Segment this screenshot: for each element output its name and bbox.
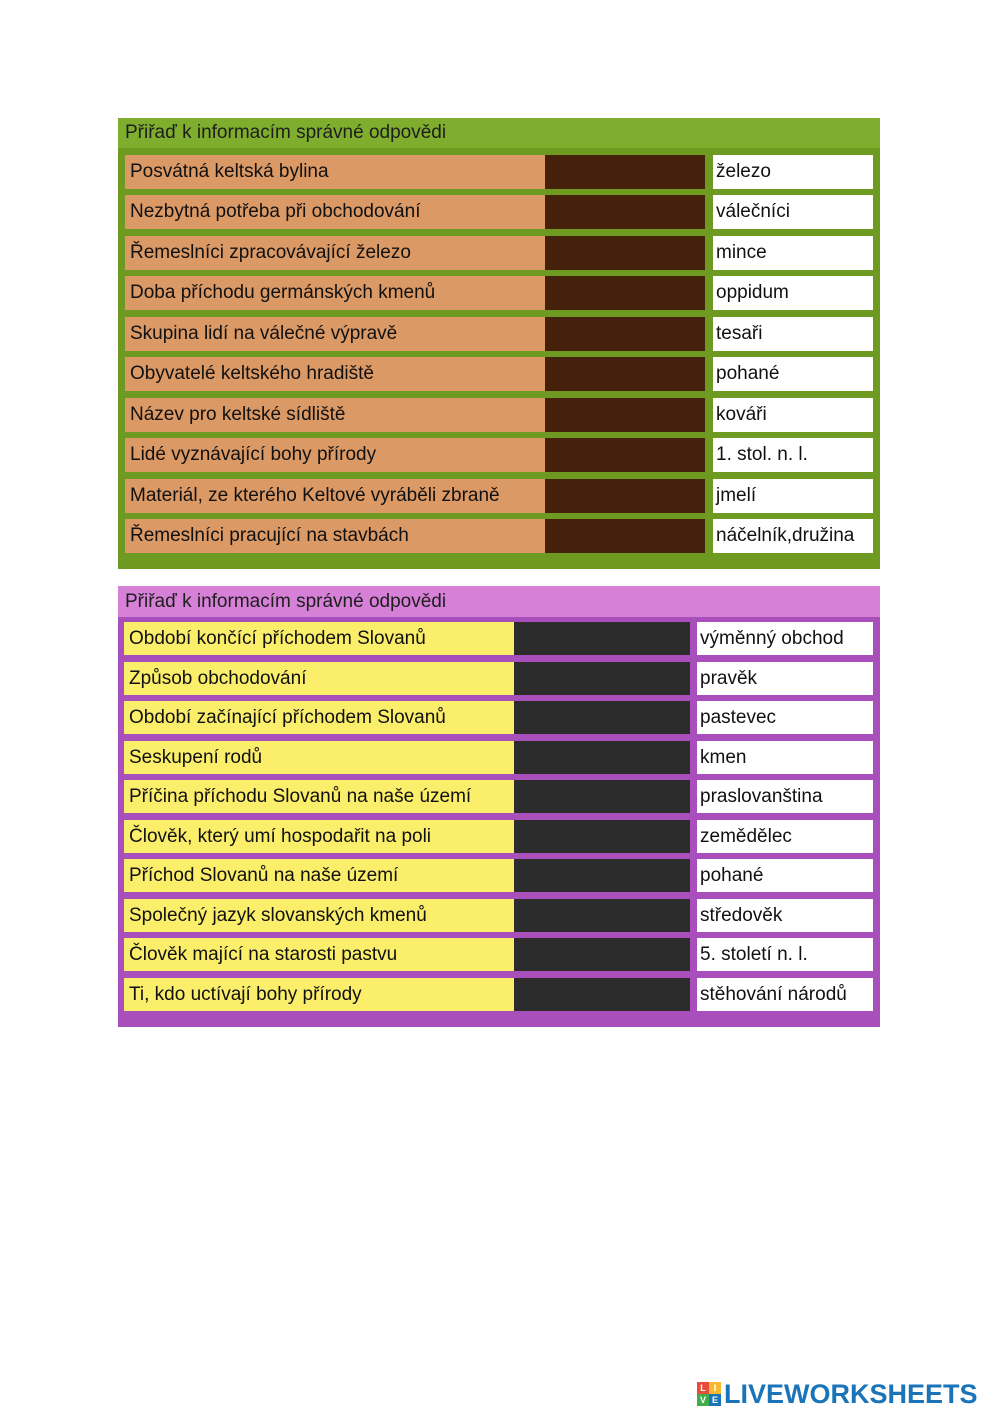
worksheet-title: Přiřaď k informacím správné odpovědi: [118, 586, 880, 617]
question-cell: Materiál, ze kterého Keltové vyráběli zbraně: [125, 479, 545, 513]
worksheet-title: Přiřaď k informacím správné odpovědi: [118, 118, 880, 148]
answer-option[interactable]: pravěk: [697, 662, 873, 695]
match-row: [118, 438, 880, 472]
question-cell: Seskupení rodů: [124, 741, 514, 774]
question-cell: Společný jazyk slovanských kmenů: [124, 899, 514, 932]
match-row: [118, 938, 880, 971]
answer-drop-slot[interactable]: [545, 276, 705, 310]
match-row: [118, 780, 880, 813]
answer-option[interactable]: 1. stol. n. l.: [713, 438, 873, 472]
answer-drop-slot[interactable]: [514, 859, 690, 892]
match-row: [118, 519, 880, 553]
answer-drop-slot[interactable]: [545, 357, 705, 391]
question-cell: Řemeslníci pracující na stavbách: [125, 519, 545, 553]
answer-option[interactable]: kováři: [713, 398, 873, 432]
answer-drop-slot[interactable]: [514, 780, 690, 813]
question-cell: Ti, kdo uctívají bohy přírody: [124, 978, 514, 1011]
answer-drop-slot[interactable]: [514, 978, 690, 1011]
answer-drop-slot[interactable]: [514, 938, 690, 971]
question-cell: Nezbytná potřeba při obchodování: [125, 195, 545, 229]
logo-tile: I: [709, 1382, 721, 1394]
question-cell: Název pro keltské sídliště: [125, 398, 545, 432]
answer-option[interactable]: náčelník,družina: [713, 519, 873, 553]
match-row: [118, 479, 880, 513]
question-cell: Příchod Slovanů na naše území: [124, 859, 514, 892]
answer-option[interactable]: pastevec: [697, 701, 873, 734]
match-row: [118, 357, 880, 391]
question-cell: Člověk, který umí hospodařit na poli: [124, 820, 514, 853]
worksheet-purple: [118, 586, 880, 1027]
question-cell: Obyvatelé keltského hradiště: [125, 357, 545, 391]
match-row: [118, 859, 880, 892]
answer-drop-slot[interactable]: [545, 155, 705, 189]
answer-option[interactable]: stěhování národů: [697, 978, 873, 1011]
answer-option[interactable]: zemědělec: [697, 820, 873, 853]
answer-drop-slot[interactable]: [545, 236, 705, 270]
liveworksheets-logo-icon: [697, 1382, 721, 1406]
match-row: [118, 978, 880, 1011]
match-row: [118, 899, 880, 932]
logo-tile: V: [697, 1394, 709, 1406]
logo-tile: E: [709, 1394, 721, 1406]
answer-drop-slot[interactable]: [514, 701, 690, 734]
match-row: [118, 155, 880, 189]
answer-option[interactable]: středověk: [697, 899, 873, 932]
question-cell: Příčina příchodu Slovanů na naše území: [124, 780, 514, 813]
match-row: [118, 622, 880, 655]
answer-option[interactable]: oppidum: [713, 276, 873, 310]
answer-option[interactable]: jmelí: [713, 479, 873, 513]
liveworksheets-logo: [697, 1378, 994, 1410]
question-cell: Lidé vyznávající bohy přírody: [125, 438, 545, 472]
answer-drop-slot[interactable]: [545, 195, 705, 229]
match-row: [118, 820, 880, 853]
answer-drop-slot[interactable]: [514, 741, 690, 774]
answer-option[interactable]: 5. století n. l.: [697, 938, 873, 971]
answer-drop-slot[interactable]: [514, 899, 690, 932]
answer-option[interactable]: tesaři: [713, 317, 873, 351]
question-cell: Období končící příchodem Slovanů: [124, 622, 514, 655]
answer-drop-slot[interactable]: [514, 662, 690, 695]
answer-drop-slot[interactable]: [545, 398, 705, 432]
answer-drop-slot[interactable]: [545, 519, 705, 553]
question-cell: Způsob obchodování: [124, 662, 514, 695]
question-cell: Posvátná keltská bylina: [125, 155, 545, 189]
match-row: [118, 701, 880, 734]
match-row: [118, 276, 880, 310]
question-cell: Člověk mající na starosti pastvu: [124, 938, 514, 971]
answer-option[interactable]: výměnný obchod: [697, 622, 873, 655]
logo-tile: L: [697, 1382, 709, 1394]
answer-drop-slot[interactable]: [514, 622, 690, 655]
match-row: [118, 662, 880, 695]
match-row: [118, 195, 880, 229]
answer-drop-slot[interactable]: [545, 317, 705, 351]
question-cell: Období začínající příchodem Slovanů: [124, 701, 514, 734]
answer-option[interactable]: kmen: [697, 741, 873, 774]
match-row: [118, 317, 880, 351]
match-row: [118, 236, 880, 270]
answer-option[interactable]: pohané: [713, 357, 873, 391]
match-row: [118, 398, 880, 432]
question-cell: Řemeslníci zpracovávající železo: [125, 236, 545, 270]
worksheet-green: [118, 118, 880, 569]
question-cell: Doba příchodu germánských kmenů: [125, 276, 545, 310]
answer-drop-slot[interactable]: [545, 438, 705, 472]
question-cell: Skupina lidí na válečné výpravě: [125, 317, 545, 351]
answer-drop-slot[interactable]: [545, 479, 705, 513]
answer-option[interactable]: pohané: [697, 859, 873, 892]
match-row: [118, 741, 880, 774]
answer-drop-slot[interactable]: [514, 820, 690, 853]
answer-option[interactable]: mince: [713, 236, 873, 270]
answer-option[interactable]: praslovanština: [697, 780, 873, 813]
answer-option[interactable]: železo: [713, 155, 873, 189]
answer-option[interactable]: válečníci: [713, 195, 873, 229]
brand-name: LIVEWORKSHEETS: [724, 1378, 978, 1409]
